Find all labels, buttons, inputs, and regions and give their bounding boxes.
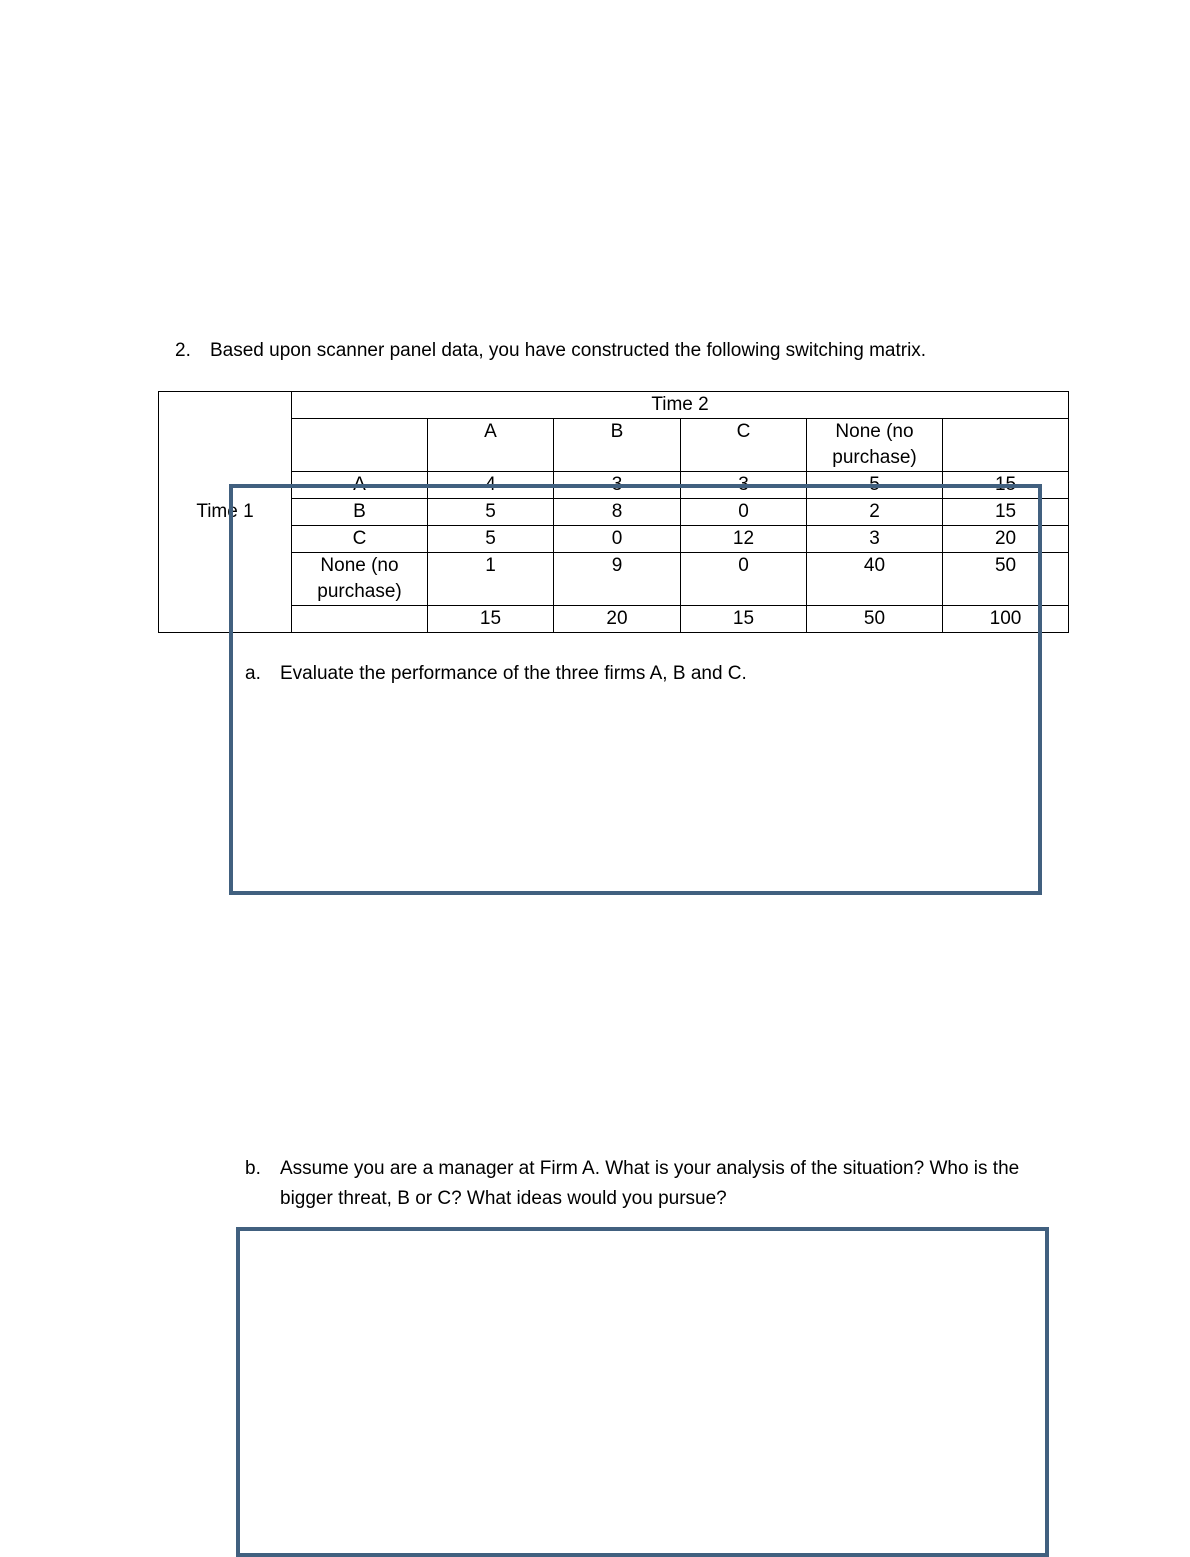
subquestion-b	[245, 1154, 1065, 1214]
table-cell: 15	[943, 472, 1069, 499]
table-cell: 2	[807, 499, 943, 526]
answer-box-b[interactable]	[236, 1227, 1049, 1557]
table-row-column-headers	[159, 419, 1069, 472]
table-cell: 15	[681, 606, 807, 633]
table-cell: 15	[428, 606, 554, 633]
column-header: None (no purchase)	[807, 419, 943, 472]
table-cell: 40	[807, 553, 943, 606]
table-cell: 100	[943, 606, 1069, 633]
row-label: B	[292, 499, 428, 526]
table-cell: 15	[943, 499, 1069, 526]
table-cell: 5	[807, 472, 943, 499]
table-cell: 50	[807, 606, 943, 633]
table-cell: 0	[681, 499, 807, 526]
time2-label: Time 2	[292, 392, 1069, 419]
column-header	[943, 419, 1069, 472]
table-cell: 0	[681, 553, 807, 606]
subquestion-text: Assume you are a manager at Firm A. What is your analysis of the situation? Who is the bigger threat, B or C? What ideas would you pursue?	[280, 1158, 1020, 1209]
table-cell: 3	[554, 472, 681, 499]
subquestion-marker: b.	[245, 1158, 261, 1179]
table-cell: 5	[428, 526, 554, 553]
row-label: A	[292, 472, 428, 499]
table-cell: 3	[681, 472, 807, 499]
table-cell: 5	[428, 499, 554, 526]
table-cell: 4	[428, 472, 554, 499]
table-row-time2-header	[159, 392, 1069, 419]
question-text: Based upon scanner panel data, you have constructed the following switching matrix.	[210, 340, 927, 361]
row-label: None (no purchase)	[292, 553, 428, 606]
column-header: C	[681, 419, 807, 472]
table-cell: 9	[554, 553, 681, 606]
subquestion-a	[245, 659, 1065, 689]
table-cell: 50	[943, 553, 1069, 606]
answer-box-a[interactable]	[229, 484, 1042, 895]
question-number: 2.	[175, 340, 191, 361]
table-cell: 20	[554, 606, 681, 633]
column-header: A	[428, 419, 554, 472]
subquestion-text: Evaluate the performance of the three firms A, B and C.	[280, 663, 747, 684]
column-header: B	[554, 419, 681, 472]
column-header	[292, 419, 428, 472]
table-cell: 8	[554, 499, 681, 526]
table-cell: 0	[554, 526, 681, 553]
time1-label: Time 1	[159, 392, 292, 633]
question-2	[175, 336, 1075, 366]
subquestion-marker: a.	[245, 663, 261, 684]
table-cell: 3	[807, 526, 943, 553]
table-cell: 1	[428, 553, 554, 606]
table-cell: 12	[681, 526, 807, 553]
table-cell: 20	[943, 526, 1069, 553]
row-label: C	[292, 526, 428, 553]
